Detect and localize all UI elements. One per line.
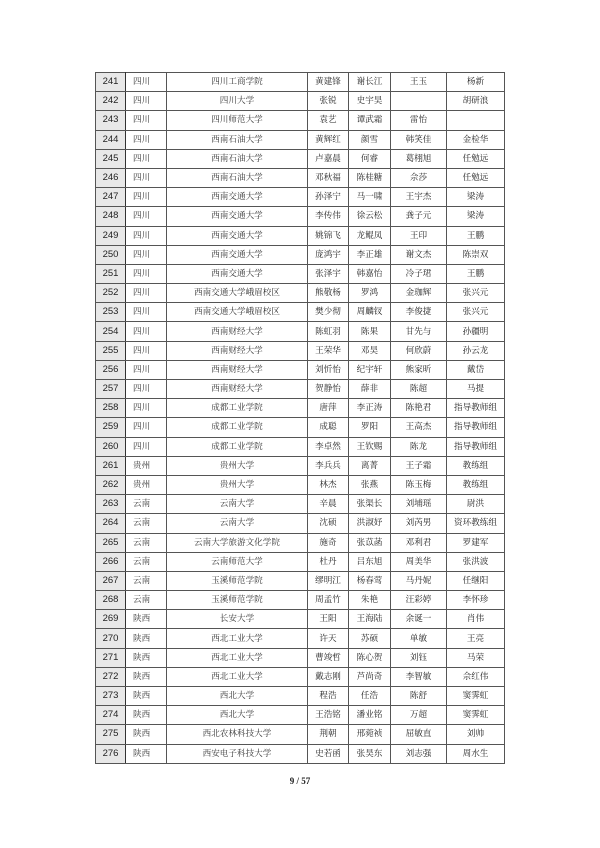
school-cell: 西南石油大学 [167,149,308,168]
member-1-cell: 袁艺 [308,111,349,130]
member-2-cell: 芦尚奇 [349,667,391,686]
table-row [96,667,505,686]
advisor-cell: 张兴元 [447,303,505,322]
table-row [96,629,505,648]
member-1-cell: 缪明江 [308,571,349,590]
member-3-cell: 马丹妮 [391,571,447,590]
school-cell: 成都工业学院 [167,399,308,418]
advisor-cell: 孙疆明 [447,322,505,341]
member-3-cell: 刘埔瑶 [391,495,447,514]
advisor-cell: 王亮 [447,629,505,648]
member-1-cell: 王荣华 [308,341,349,360]
province-cell: 贵州 [126,456,167,475]
row-index: 244 [96,130,126,149]
advisor-cell: 刘帅 [447,725,505,744]
member-2-cell: 陈心贺 [349,648,391,667]
row-index: 266 [96,552,126,571]
table-row [96,533,505,552]
province-cell: 陕西 [126,744,167,763]
advisor-cell: 教练组 [447,475,505,494]
member-1-cell: 成聪 [308,418,349,437]
province-cell: 云南 [126,495,167,514]
row-index: 263 [96,495,126,514]
member-1-cell: 张锐 [308,92,349,111]
table-row [96,73,505,92]
advisor-cell: 戴岱 [447,360,505,379]
member-1-cell: 唐萍 [308,399,349,418]
school-cell: 西北工业大学 [167,648,308,667]
member-3-cell: 佘莎 [391,168,447,187]
school-cell: 西南交通大学峨眉校区 [167,303,308,322]
table-row [96,687,505,706]
row-index: 276 [96,744,126,763]
member-3-cell: 何欣蔚 [391,341,447,360]
member-1-cell: 李传伟 [308,207,349,226]
table-row [96,648,505,667]
member-3-cell: 刘钰 [391,648,447,667]
school-cell: 四川大学 [167,92,308,111]
member-2-cell: 龙鲲凤 [349,226,391,245]
advisor-cell: 肖伟 [447,610,505,629]
table-row [96,380,505,399]
advisor-cell: 任勉远 [447,168,505,187]
province-cell: 四川 [126,130,167,149]
row-index: 265 [96,533,126,552]
row-index: 267 [96,571,126,590]
row-index: 249 [96,226,126,245]
province-cell: 陕西 [126,610,167,629]
province-cell: 四川 [126,303,167,322]
member-2-cell: 张渠长 [349,495,391,514]
school-cell: 西南财经大学 [167,341,308,360]
member-1-cell: 施奇 [308,533,349,552]
member-2-cell: 谢长江 [349,73,391,92]
row-index: 273 [96,687,126,706]
school-cell: 西北农林科技大学 [167,725,308,744]
advisor-cell: 金检华 [447,130,505,149]
advisor-cell [447,111,505,130]
table-row [96,245,505,264]
advisor-cell: 尉洪 [447,495,505,514]
table-row [96,591,505,610]
advisor-cell: 指导教师组 [447,399,505,418]
member-2-cell: 陈桂糖 [349,168,391,187]
advisor-cell: 张兴元 [447,284,505,303]
school-cell: 云南师范大学 [167,552,308,571]
advisor-cell: 梁涛 [447,188,505,207]
row-index: 270 [96,629,126,648]
member-3-cell: 屈敏直 [391,725,447,744]
advisor-cell: 资环教练组 [447,514,505,533]
province-cell: 云南 [126,571,167,590]
member-2-cell: 潘业铭 [349,706,391,725]
table-row [96,264,505,283]
member-3-cell: 单敏 [391,629,447,648]
member-1-cell: 孙泽宁 [308,188,349,207]
member-1-cell: 贺静怡 [308,380,349,399]
row-index: 242 [96,92,126,111]
province-cell: 陕西 [126,725,167,744]
member-1-cell: 沈硕 [308,514,349,533]
row-index: 269 [96,610,126,629]
table-row [96,303,505,322]
member-3-cell: 陈超 [391,380,447,399]
province-cell: 四川 [126,264,167,283]
member-1-cell: 卢嘉晨 [308,149,349,168]
member-2-cell: 邓昊 [349,341,391,360]
row-index: 253 [96,303,126,322]
school-cell: 西北大学 [167,687,308,706]
row-index: 275 [96,725,126,744]
member-2-cell: 离菁 [349,456,391,475]
province-cell: 四川 [126,360,167,379]
row-index: 262 [96,475,126,494]
table-row [96,284,505,303]
member-3-cell: 汪彩婷 [391,591,447,610]
province-cell: 四川 [126,73,167,92]
province-cell: 四川 [126,111,167,130]
table-row [96,149,505,168]
member-2-cell: 周麟钗 [349,303,391,322]
school-cell: 西南石油大学 [167,130,308,149]
advisor-cell: 佘红伟 [447,667,505,686]
member-2-cell: 王海陆 [349,610,391,629]
member-3-cell: 王高杰 [391,418,447,437]
member-2-cell: 苏硕 [349,629,391,648]
row-index: 259 [96,418,126,437]
table-row [96,92,505,111]
advisor-cell: 罗建军 [447,533,505,552]
row-index: 247 [96,188,126,207]
school-cell: 西南交通大学 [167,226,308,245]
member-2-cell: 张燕 [349,475,391,494]
member-3-cell: 邓利君 [391,533,447,552]
table-row [96,456,505,475]
table-row [96,571,505,590]
row-index: 241 [96,73,126,92]
member-2-cell: 邢菀祯 [349,725,391,744]
member-2-cell: 谭武霜 [349,111,391,130]
member-2-cell: 马一啸 [349,188,391,207]
member-1-cell: 许天 [308,629,349,648]
member-1-cell: 张泽宇 [308,264,349,283]
school-cell: 贵州大学 [167,456,308,475]
province-cell: 四川 [126,149,167,168]
province-cell: 四川 [126,322,167,341]
school-cell: 西南石油大学 [167,168,308,187]
table-row [96,437,505,456]
advisor-cell: 任勉远 [447,149,505,168]
province-cell: 云南 [126,514,167,533]
school-cell: 西南交通大学 [167,188,308,207]
member-3-cell: 王印 [391,226,447,245]
member-2-cell: 李正雄 [349,245,391,264]
table-row [96,207,505,226]
row-index: 272 [96,667,126,686]
table-row [96,341,505,360]
member-3-cell: 雷怡 [391,111,447,130]
school-cell: 云南大学旅游文化学院 [167,533,308,552]
school-cell: 玉溪师范学院 [167,571,308,590]
member-3-cell: 龚子元 [391,207,447,226]
school-cell: 西南交通大学 [167,207,308,226]
province-cell: 陕西 [126,667,167,686]
school-cell: 成都工业学院 [167,418,308,437]
member-2-cell: 洪淑妤 [349,514,391,533]
row-index: 258 [96,399,126,418]
member-3-cell [391,92,447,111]
province-cell: 陕西 [126,648,167,667]
advisor-cell: 任继阳 [447,571,505,590]
member-1-cell: 周孟竹 [308,591,349,610]
school-cell: 西北工业大学 [167,629,308,648]
school-cell: 西南财经大学 [167,360,308,379]
member-1-cell: 王浩铭 [308,706,349,725]
province-cell: 四川 [126,341,167,360]
province-cell: 四川 [126,92,167,111]
table-row [96,475,505,494]
school-cell: 西北大学 [167,706,308,725]
row-index: 260 [96,437,126,456]
member-2-cell: 张昊东 [349,744,391,763]
advisor-cell: 指导教师组 [447,418,505,437]
member-2-cell: 罗鸿 [349,284,391,303]
member-2-cell: 吕东旭 [349,552,391,571]
advisor-cell: 窦霁虹 [447,706,505,725]
table-row [96,111,505,130]
member-1-cell: 庞鸿宇 [308,245,349,264]
member-3-cell: 陈龙 [391,437,447,456]
province-cell: 四川 [126,207,167,226]
table-row [96,610,505,629]
advisor-cell: 窦霁虹 [447,687,505,706]
advisor-cell: 孙云龙 [447,341,505,360]
row-index: 250 [96,245,126,264]
table-row [96,130,505,149]
roster-table-body [96,73,505,764]
member-1-cell: 王阳 [308,610,349,629]
member-3-cell: 熊家昕 [391,360,447,379]
member-1-cell: 陈虹羽 [308,322,349,341]
table-row [96,188,505,207]
member-1-cell: 樊少彻 [308,303,349,322]
row-index: 246 [96,168,126,187]
advisor-cell: 胡研浪 [447,92,505,111]
table-row [96,399,505,418]
member-3-cell: 谢文杰 [391,245,447,264]
school-cell: 西南交通大学 [167,264,308,283]
province-cell: 陕西 [126,629,167,648]
member-3-cell: 陈舒 [391,687,447,706]
province-cell: 贵州 [126,475,167,494]
row-index: 257 [96,380,126,399]
member-2-cell: 王钦赐 [349,437,391,456]
table-row [96,706,505,725]
school-cell: 贵州大学 [167,475,308,494]
province-cell: 云南 [126,533,167,552]
member-1-cell: 辛晨 [308,495,349,514]
member-3-cell: 甘先与 [391,322,447,341]
province-cell: 云南 [126,552,167,571]
member-1-cell: 曹竣哲 [308,648,349,667]
member-2-cell: 韩嘉怡 [349,264,391,283]
school-cell: 云南大学 [167,514,308,533]
member-2-cell: 杨春莺 [349,571,391,590]
row-index: 252 [96,284,126,303]
province-cell: 四川 [126,245,167,264]
table-row [96,322,505,341]
advisor-cell: 李怀珍 [447,591,505,610]
row-index: 264 [96,514,126,533]
province-cell: 四川 [126,168,167,187]
province-cell: 四川 [126,437,167,456]
member-2-cell: 薛非 [349,380,391,399]
row-index: 243 [96,111,126,130]
school-cell: 西安电子科技大学 [167,744,308,763]
row-index: 268 [96,591,126,610]
table-row [96,514,505,533]
member-2-cell: 何睿 [349,149,391,168]
member-3-cell: 周美华 [391,552,447,571]
page-number: 9 / 57 [289,776,311,786]
school-cell: 西南财经大学 [167,322,308,341]
advisor-cell: 周水生 [447,744,505,763]
member-2-cell: 陈果 [349,322,391,341]
province-cell: 陕西 [126,706,167,725]
member-3-cell: 陈玉梅 [391,475,447,494]
province-cell: 四川 [126,380,167,399]
province-cell: 四川 [126,188,167,207]
member-2-cell: 任浩 [349,687,391,706]
school-cell: 西南交通大学峨眉校区 [167,284,308,303]
member-2-cell: 李正涛 [349,399,391,418]
member-3-cell: 刘志强 [391,744,447,763]
member-1-cell: 刘忻怡 [308,360,349,379]
member-2-cell: 罗阳 [349,418,391,437]
advisor-cell: 马荣 [447,648,505,667]
member-3-cell: 王玉 [391,73,447,92]
member-3-cell: 余诞一 [391,610,447,629]
member-1-cell: 熊敬杨 [308,284,349,303]
member-1-cell: 邓秋福 [308,168,349,187]
table-row [96,360,505,379]
advisor-cell: 教练组 [447,456,505,475]
row-index: 255 [96,341,126,360]
advisor-cell: 王鹏 [447,264,505,283]
member-3-cell: 李智敏 [391,667,447,686]
roster-table [95,72,505,764]
school-cell: 玉溪师范学院 [167,591,308,610]
member-2-cell: 张苡菡 [349,533,391,552]
member-1-cell: 杜丹 [308,552,349,571]
row-index: 261 [96,456,126,475]
row-index: 245 [96,149,126,168]
member-1-cell: 姚锦飞 [308,226,349,245]
row-index: 254 [96,322,126,341]
member-2-cell: 徐云松 [349,207,391,226]
school-cell: 西南财经大学 [167,380,308,399]
member-2-cell: 史宇昊 [349,92,391,111]
member-1-cell: 黄辉红 [308,130,349,149]
row-index: 248 [96,207,126,226]
province-cell: 四川 [126,284,167,303]
province-cell: 云南 [126,591,167,610]
school-cell: 西南交通大学 [167,245,308,264]
table-row [96,168,505,187]
member-1-cell: 林杰 [308,475,349,494]
advisor-cell: 陈崇双 [447,245,505,264]
member-3-cell: 刘芮男 [391,514,447,533]
advisor-cell: 梁涛 [447,207,505,226]
advisor-cell: 马提 [447,380,505,399]
member-2-cell: 朱艳 [349,591,391,610]
member-3-cell: 王子霜 [391,456,447,475]
school-cell: 云南大学 [167,495,308,514]
member-1-cell: 史若函 [308,744,349,763]
member-1-cell: 李卓然 [308,437,349,456]
school-cell: 西北工业大学 [167,667,308,686]
table-row [96,744,505,763]
member-3-cell: 葛栩旭 [391,149,447,168]
table-row [96,495,505,514]
table-row [96,226,505,245]
table-row [96,552,505,571]
advisor-cell: 张洪波 [447,552,505,571]
row-index: 256 [96,360,126,379]
member-1-cell: 黄建锋 [308,73,349,92]
school-cell: 四川师范大学 [167,111,308,130]
row-index: 274 [96,706,126,725]
member-3-cell: 王宇杰 [391,188,447,207]
member-3-cell: 李俊捷 [391,303,447,322]
member-1-cell: 戴志刚 [308,667,349,686]
member-1-cell: 程浩 [308,687,349,706]
table-row [96,418,505,437]
advisor-cell: 杨新 [447,73,505,92]
member-3-cell: 万超 [391,706,447,725]
member-2-cell: 纪宇轩 [349,360,391,379]
table-row [96,725,505,744]
school-cell: 四川工商学院 [167,73,308,92]
member-3-cell: 韩笑佳 [391,130,447,149]
member-1-cell: 李兵兵 [308,456,349,475]
province-cell: 四川 [126,399,167,418]
member-2-cell: 颜雪 [349,130,391,149]
member-3-cell: 陈艳君 [391,399,447,418]
row-index: 271 [96,648,126,667]
school-cell: 长安大学 [167,610,308,629]
member-1-cell: 荆朝 [308,725,349,744]
row-index: 251 [96,264,126,283]
member-3-cell: 冷子珺 [391,264,447,283]
member-3-cell: 金珈辉 [391,284,447,303]
advisor-cell: 指导教师组 [447,437,505,456]
province-cell: 四川 [126,226,167,245]
school-cell: 成都工业学院 [167,437,308,456]
province-cell: 陕西 [126,687,167,706]
province-cell: 四川 [126,418,167,437]
advisor-cell: 王鹏 [447,226,505,245]
